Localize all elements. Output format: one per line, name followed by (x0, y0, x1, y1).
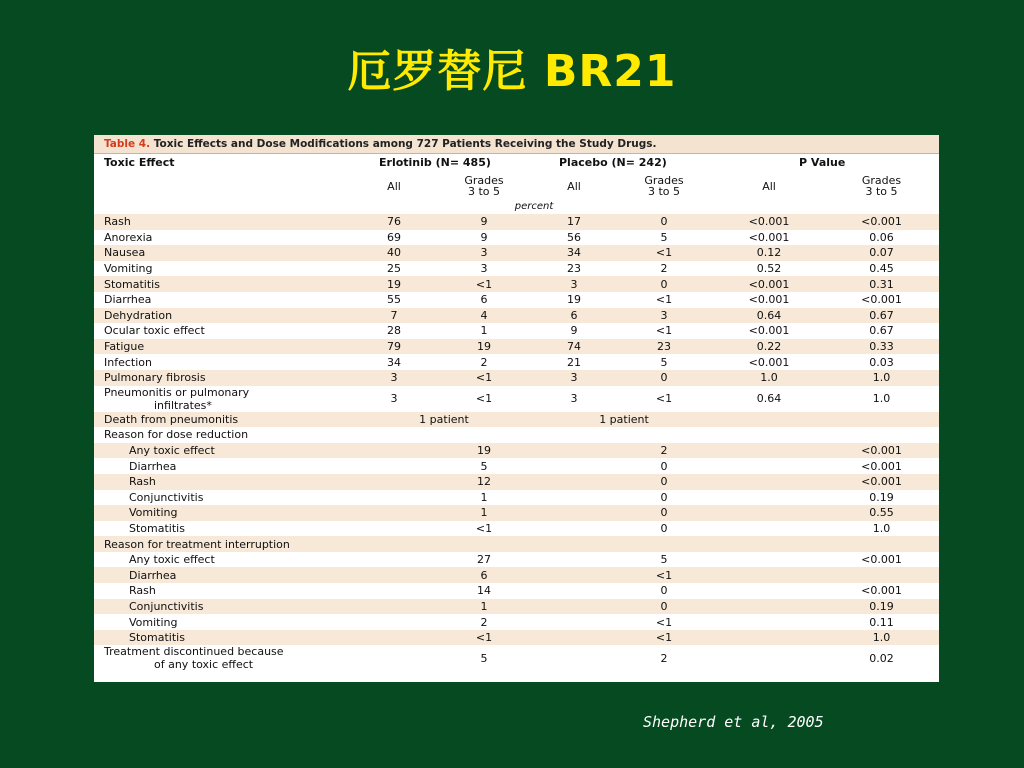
row-label (94, 536, 354, 552)
row-label (94, 323, 354, 339)
table-cell: 21 (567, 355, 581, 369)
table-cell (714, 567, 824, 583)
table-row (94, 458, 939, 474)
table-cell: <1 (655, 568, 673, 582)
table-cell: 34 (387, 355, 401, 369)
table-cell: 5 (660, 553, 668, 567)
table-cell: 1 patient (599, 412, 649, 426)
row-label-text: Stomatitis (129, 521, 185, 535)
table-row (94, 490, 939, 506)
table-cell (714, 645, 824, 671)
row-label (94, 427, 354, 443)
slide-title: 厄罗替尼 BR21 (347, 46, 677, 97)
header-erlotinib: Erlotinib (N= 485) (379, 156, 491, 169)
row-label (94, 567, 354, 583)
table-cell (534, 521, 614, 537)
table-cell (614, 536, 714, 552)
table-cell: 2 (660, 651, 668, 665)
table-cell: 6 (570, 308, 578, 322)
citation: Shepherd et al, 2005 (643, 713, 824, 731)
row-label (94, 276, 354, 292)
table-cell (434, 536, 534, 552)
row-label (94, 630, 354, 646)
table-cell: 40 (387, 246, 401, 260)
table-cell: 3 (570, 277, 578, 291)
row-label (94, 583, 354, 599)
table-unit-row (94, 200, 939, 214)
row-label-text: Conjunctivitis (129, 490, 204, 504)
row-label-text: Infection (104, 355, 152, 369)
table-cell (534, 599, 614, 615)
row-label (94, 645, 354, 671)
row-label (94, 386, 354, 412)
table-cell: 0.67 (869, 324, 894, 338)
subheader-pvalue-all: All (762, 179, 776, 193)
table-caption (94, 135, 939, 154)
table-cell: <1 (475, 371, 493, 385)
row-label-text: Conjunctivitis (129, 599, 204, 613)
subheader-pvalue-grades (824, 172, 939, 200)
table-cell: 2 (660, 444, 668, 458)
row-label-text: Stomatitis (129, 631, 185, 645)
row-label (94, 521, 354, 537)
table-cell (354, 567, 434, 583)
table-cell: <0.001 (748, 355, 790, 369)
row-label (94, 339, 354, 355)
table-cell: 0.31 (869, 277, 894, 291)
table-cell: 1.0 (872, 631, 891, 645)
table-row (94, 614, 939, 630)
table-row (94, 427, 939, 443)
table-cell (354, 536, 434, 552)
table-cell (714, 458, 824, 474)
row-label (94, 474, 354, 490)
table-cell: 3 (390, 371, 398, 385)
table-cell (534, 552, 614, 568)
table-cell: <0.001 (861, 475, 902, 489)
table-cell: 23 (567, 262, 581, 276)
table-cell: 2 (480, 615, 488, 629)
table-row (94, 521, 939, 537)
table-cell: 0.19 (869, 599, 894, 613)
table-cell (354, 645, 434, 671)
table-cell: <0.001 (748, 215, 790, 229)
table-cell: 0 (660, 277, 668, 291)
row-label (94, 261, 354, 277)
table-cell: 19 (567, 293, 581, 307)
grades-line1: Grades (644, 174, 684, 187)
table-cell: 1.0 (872, 521, 891, 535)
row-label-text: Diarrhea (104, 293, 152, 307)
table-cell (534, 583, 614, 599)
table-cell (354, 427, 434, 443)
table-cell: 27 (477, 553, 491, 567)
table-row (94, 323, 939, 339)
row-label (94, 354, 354, 370)
table-cell: 1 (480, 490, 488, 504)
table-cell: 74 (567, 340, 581, 354)
table-cell: 5 (660, 355, 668, 369)
table-cell: 69 (387, 230, 401, 244)
table-row (94, 474, 939, 490)
table-cell: 28 (387, 324, 401, 338)
table-cell (714, 474, 824, 490)
table-cell: 0 (660, 371, 668, 385)
table-cell (534, 567, 614, 583)
subheader-placebo-all: All (567, 179, 581, 193)
table-cell (714, 490, 824, 506)
table-cell: 19 (387, 277, 401, 291)
table-row (94, 630, 939, 646)
table-cell (824, 536, 939, 552)
table-cell: 1 patient (419, 412, 469, 426)
table-cell: 2 (480, 355, 488, 369)
table-cell (714, 599, 824, 615)
table-cell: 0.64 (756, 308, 782, 322)
table-cell: 0.11 (869, 615, 894, 629)
subheader-erlotinib-grades (434, 172, 534, 200)
table-cell: 5 (480, 651, 488, 665)
table-cell: <0.001 (861, 215, 902, 229)
row-label-text: Death from pneumonitis (104, 412, 239, 426)
table-cell: 3 (480, 246, 488, 260)
table-cell (534, 536, 614, 552)
table-cell: 0.33 (869, 340, 894, 354)
row-label (94, 308, 354, 324)
table-cell: 7 (390, 308, 398, 322)
table-cell: <0.001 (861, 444, 902, 458)
header-p-value: P Value (799, 156, 846, 169)
table-cell: <1 (655, 246, 673, 260)
table-cell (354, 474, 434, 490)
table-cell: 55 (387, 293, 401, 307)
table-cell (714, 443, 824, 459)
table-row (94, 230, 939, 246)
table-cell (534, 490, 614, 506)
table-cell (534, 614, 614, 630)
table-cell: 23 (657, 340, 671, 354)
row-label-text: Reason for dose reduction (104, 428, 249, 442)
table-cell: 0.22 (756, 340, 782, 354)
row-label-text: Vomiting (129, 506, 178, 520)
row-label-text: Rash (129, 584, 156, 598)
table-cell: 0.52 (756, 262, 782, 276)
table-cell (354, 505, 434, 521)
row-label-text: Anorexia (104, 230, 153, 244)
row-label-text: Vomiting (129, 615, 178, 629)
table-cell (714, 630, 824, 646)
row-label-continuation: infiltrates* (154, 398, 212, 412)
table-cell: 1.0 (760, 371, 778, 385)
table-row (94, 354, 939, 370)
subheader-placebo-grades (614, 172, 714, 200)
table-cell: 56 (567, 230, 581, 244)
table-cell: <0.001 (861, 584, 902, 598)
grades-line1: Grades (861, 174, 902, 187)
table-subheader-row (94, 172, 939, 200)
table-cell: 5 (660, 230, 668, 244)
table-cell (354, 443, 434, 459)
table-row (94, 245, 939, 261)
table-cell: 19 (477, 340, 491, 354)
table-row (94, 386, 939, 412)
row-label-text: Diarrhea (129, 568, 177, 582)
grades-line1: Grades (464, 174, 504, 187)
row-label (94, 370, 354, 386)
table-caption-text: Toxic Effects and Dose Modifications among 727 Patients Receiving the Study Drugs. (150, 138, 657, 150)
table-cell: 9 (480, 215, 488, 229)
table-cell: 0.07 (869, 246, 894, 260)
subheader-erlotinib-all: All (387, 179, 401, 193)
table-body (94, 214, 939, 671)
table-cell (354, 614, 434, 630)
table-cell (714, 505, 824, 521)
row-label-continuation: of any toxic effect (154, 658, 254, 672)
table-cell (354, 458, 434, 474)
table-cell: 34 (567, 246, 581, 260)
row-label-text: Nausea (104, 246, 146, 260)
table-cell: 1.0 (872, 392, 891, 406)
table-cell (714, 583, 824, 599)
table-cell: <0.001 (861, 553, 902, 567)
table-cell: 0.67 (869, 308, 894, 322)
row-label (94, 458, 354, 474)
row-label (94, 292, 354, 308)
table-cell: 0.03 (869, 355, 894, 369)
table-cell: <1 (655, 392, 673, 406)
table-cell: 1 (480, 506, 488, 520)
table-cell: 0.12 (756, 246, 782, 260)
table-cell: <0.001 (748, 324, 790, 338)
table-cell: 1.0 (872, 371, 891, 385)
table-cell: 0 (660, 506, 668, 520)
row-label (94, 443, 354, 459)
table-cell: <1 (655, 615, 673, 629)
table-cell (714, 412, 939, 428)
row-label (94, 614, 354, 630)
table-cell: 2 (660, 262, 668, 276)
table-cell: 4 (480, 308, 488, 322)
table-cell: <0.001 (748, 277, 790, 291)
table-row (94, 536, 939, 552)
table-cell: 1 (480, 324, 488, 338)
table-cell: 0.55 (869, 506, 894, 520)
table-cell (354, 630, 434, 646)
table-row (94, 443, 939, 459)
table-row (94, 645, 939, 671)
table-cell: 6 (480, 293, 488, 307)
table-cell: 14 (477, 584, 491, 598)
table-cell: 0 (660, 599, 668, 613)
row-label-text: Diarrhea (129, 459, 177, 473)
table-cell: 3 (660, 308, 668, 322)
table-cell: 12 (477, 475, 491, 489)
table-cell: 0 (660, 459, 668, 473)
table-cell: 1 (480, 599, 488, 613)
table-cell: 6 (480, 568, 488, 582)
table-caption-label: Table 4. (104, 138, 151, 150)
table-cell: 19 (477, 444, 491, 458)
table-row (94, 412, 939, 428)
table-row (94, 505, 939, 521)
grades-line2: 3 to 5 (467, 185, 501, 198)
toxicity-table-figure (94, 135, 939, 682)
table-row (94, 261, 939, 277)
table-cell: <0.001 (861, 459, 902, 473)
row-label (94, 599, 354, 615)
table-cell: 79 (387, 340, 401, 354)
row-label-text: Treatment discontinued because (104, 645, 284, 659)
row-label-text: Reason for treatment interruption (104, 537, 290, 551)
table-row (94, 552, 939, 568)
table-cell: 76 (387, 215, 401, 229)
grades-line2: 3 to 5 (647, 185, 681, 198)
table-cell (824, 567, 939, 583)
table-cell (714, 536, 824, 552)
table-cell: 0.02 (869, 651, 894, 665)
subheader-blank (94, 172, 354, 200)
table-header-row (94, 154, 939, 172)
row-label-text: Stomatitis (104, 277, 160, 291)
table-cell: <1 (475, 631, 493, 645)
toxicity-table (94, 154, 939, 671)
row-label (94, 490, 354, 506)
row-label-text: Pneumonitis or pulmonary (104, 385, 250, 399)
row-label-text: Dehydration (104, 308, 173, 322)
table-cell (714, 614, 824, 630)
table-cell (534, 427, 614, 443)
table-cell: 0 (660, 521, 668, 535)
table-row (94, 276, 939, 292)
table-cell: <0.001 (748, 230, 790, 244)
unit-label: percent (514, 201, 554, 212)
table-cell: 0.19 (869, 490, 894, 504)
table-cell (534, 505, 614, 521)
table-row (94, 292, 939, 308)
row-label-text: Pulmonary fibrosis (104, 371, 206, 385)
table-cell: 0.64 (756, 392, 782, 406)
row-label-text: Any toxic effect (129, 553, 215, 567)
table-cell: <1 (475, 521, 493, 535)
row-label (94, 245, 354, 261)
table-cell (354, 552, 434, 568)
table-cell (354, 521, 434, 537)
table-cell: <0.001 (861, 293, 902, 307)
table-row (94, 339, 939, 355)
table-row (94, 583, 939, 599)
table-cell (534, 458, 614, 474)
table-cell: 25 (387, 262, 401, 276)
row-label-text: Vomiting (104, 262, 153, 276)
row-label-text: Rash (129, 475, 156, 489)
table-cell (714, 552, 824, 568)
table-row (94, 214, 939, 230)
table-cell (354, 490, 434, 506)
table-row (94, 599, 939, 615)
row-label-text: Rash (104, 215, 131, 229)
table-cell (714, 427, 824, 443)
row-label-text: Any toxic effect (129, 444, 215, 458)
table-cell: <1 (475, 392, 493, 406)
table-row (94, 370, 939, 386)
table-cell: 0 (660, 215, 668, 229)
table-cell (434, 427, 534, 443)
table-cell: 3 (570, 392, 578, 406)
table-cell: 0.45 (869, 262, 894, 276)
row-label (94, 230, 354, 246)
row-label-text: Ocular toxic effect (104, 324, 205, 338)
table-cell: <1 (655, 324, 673, 338)
row-label-text: Fatigue (104, 340, 145, 354)
table-cell: <1 (655, 631, 673, 645)
table-cell (614, 427, 714, 443)
header-toxic-effect: Toxic Effect (104, 156, 175, 169)
table-cell (354, 583, 434, 599)
table-cell: <1 (475, 277, 493, 291)
table-cell: 17 (567, 215, 581, 229)
table-cell (534, 443, 614, 459)
table-cell (824, 427, 939, 443)
table-cell: <1 (655, 293, 673, 307)
table-cell: 5 (480, 459, 488, 473)
table-cell: 3 (390, 392, 398, 406)
table-cell: 3 (570, 371, 578, 385)
header-placebo: Placebo (N= 242) (559, 156, 667, 169)
table-cell: 0.06 (869, 230, 894, 244)
table-cell (534, 645, 614, 671)
table-cell: 0 (660, 490, 668, 504)
table-cell: 0 (660, 475, 668, 489)
table-cell (534, 630, 614, 646)
table-cell: 3 (480, 262, 488, 276)
row-label (94, 214, 354, 230)
table-cell (714, 521, 824, 537)
table-row (94, 567, 939, 583)
table-cell: 0 (660, 584, 668, 598)
table-cell: 9 (570, 324, 578, 338)
table-cell: 9 (480, 230, 488, 244)
table-cell (354, 599, 434, 615)
grades-line2: 3 to 5 (865, 185, 898, 198)
table-row (94, 308, 939, 324)
table-cell: <0.001 (748, 293, 790, 307)
row-label (94, 552, 354, 568)
row-label (94, 505, 354, 521)
table-cell (534, 474, 614, 490)
row-label (94, 412, 354, 428)
